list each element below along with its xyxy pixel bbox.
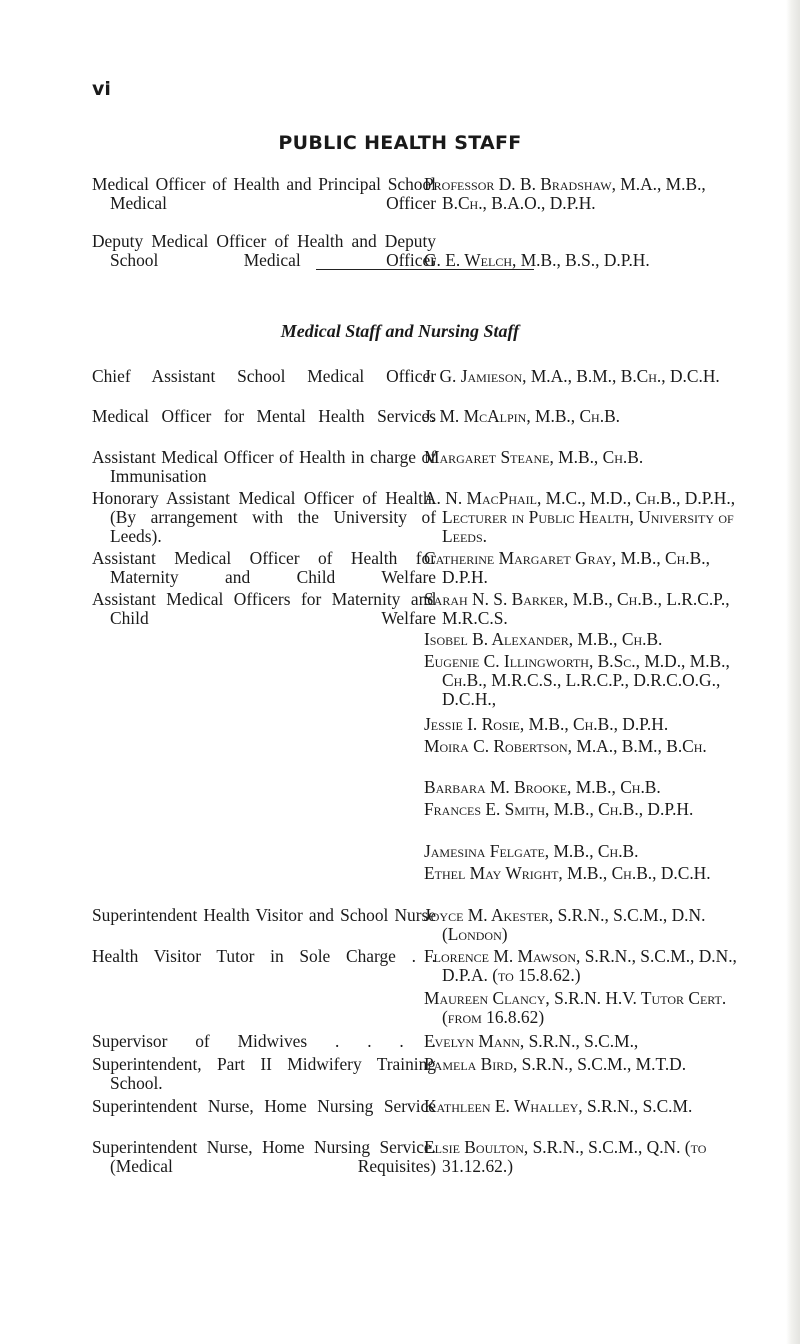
role-label: Health Visitor Tutor in Sole Charge . .	[92, 946, 436, 966]
staff-name: Professor D. B. Bradshaw, M.A., M.B., B.Ch., B.A.O., D.P.H.	[424, 174, 706, 213]
role-label: Assistant Medical Officer of Health for Maternity and Child Welfare	[92, 548, 436, 587]
role-label: Medical Officer of Health and Principal School Medical Officer	[92, 174, 436, 213]
role-label: Superintendent, Part II Midwifery Training School.	[92, 1054, 436, 1093]
role-label: Chief Assistant School Medical Officer	[92, 366, 436, 386]
role-label: Medical Officer for Mental Health Services	[92, 406, 436, 426]
role-label: Deputy Medical Officer of Health and Deputy School Medical Officer	[92, 231, 436, 270]
staff-name: Ethel May Wright, M.B., Ch.B., D.C.H.	[424, 863, 711, 883]
staff-name: Pamela Bird, S.R.N., S.C.M., M.T.D.	[424, 1054, 687, 1074]
staff-name: J. G. Jamieson, M.A., B.M., B.Ch., D.C.H.	[424, 366, 720, 386]
role-label: Superintendent Health Visitor and School Nurse	[92, 905, 436, 925]
staff-name: Sarah N. S. Barker, M.B., Ch.B., L.R.C.P., M.R.C.S.	[424, 589, 730, 628]
role-label: Supervisor of Midwives . . . .	[92, 1031, 436, 1051]
staff-name: Joyce M. Akester, S.R.N., S.C.M., D.N. (London)	[424, 905, 706, 944]
section-title: Medical Staff and Nursing Staff	[280, 321, 520, 341]
staff-name: Florence M. Mawson, S.R.N., S.C.M., D.N., D.P.A. (to 15.8.62.)	[424, 946, 737, 985]
staff-name: Barbara M. Brooke, M.B., Ch.B.	[424, 777, 661, 797]
role-label: Assistant Medical Officers for Maternity and Child Welfare	[92, 589, 436, 628]
staff-name: Moira C. Robertson, M.A., B.M., B.Ch.	[424, 736, 707, 756]
staff-name: A. N. MacPhail, M.C., M.D., Ch.B., D.P.H., Lecturer in Public Health, University of Leeds.	[424, 488, 736, 546]
page-title: PUBLIC HEALTH STAFF	[278, 132, 522, 154]
role-label: Superintendent Nurse, Home Nursing Service	[92, 1096, 436, 1116]
role-label: Superintendent Nurse, Home Nursing Service. (Medical Requisites)	[92, 1137, 436, 1176]
role-label: Honorary Assistant Medical Officer of Health. (By arrangement with the University of Leeds).	[92, 488, 436, 546]
staff-name: Elsie Boulton, S.R.N., S.C.M., Q.N. (to 31.12.62.)	[424, 1137, 707, 1176]
staff-name: G. E. Welch, M.B., B.S., D.P.H.	[424, 250, 650, 270]
staff-name: J. M. McAlpin, M.B., Ch.B.	[424, 406, 621, 426]
staff-name: Frances E. Smith, M.B., Ch.B., D.P.H.	[424, 799, 694, 819]
staff-name: Maureen Clancy, S.R.N. H.V. Tutor Cert. (from 16.8.62)	[424, 988, 727, 1027]
staff-name: Kathleen E. Whalley, S.R.N., S.C.M.	[424, 1096, 693, 1116]
staff-name: Eugenie C. Illingworth, B.Sc., M.D., M.B., Ch.B., M.R.C.S., L.R.C.P., D.R.C.O.G., D.C.H.,	[424, 651, 730, 709]
staff-name: Jamesina Felgate, M.B., Ch.B.	[424, 841, 639, 861]
role-label: Assistant Medical Officer of Health in charge of Immunisation	[92, 447, 436, 486]
staff-name: Catherine Margaret Gray, M.B., Ch.B., D.P.H.	[424, 548, 710, 587]
staff-name: Jessie I. Rosie, M.B., Ch.B., D.P.H.	[424, 714, 669, 734]
staff-name: Evelyn Mann, S.R.N., S.C.M.,	[424, 1031, 639, 1051]
staff-name: Margaret Steane, M.B., Ch.B.	[424, 447, 644, 467]
staff-name: Isobel B. Alexander, M.B., Ch.B.	[424, 629, 663, 649]
page-number: vi	[92, 78, 111, 100]
page-edge-shadow	[786, 0, 800, 1344]
section-divider	[316, 269, 534, 270]
